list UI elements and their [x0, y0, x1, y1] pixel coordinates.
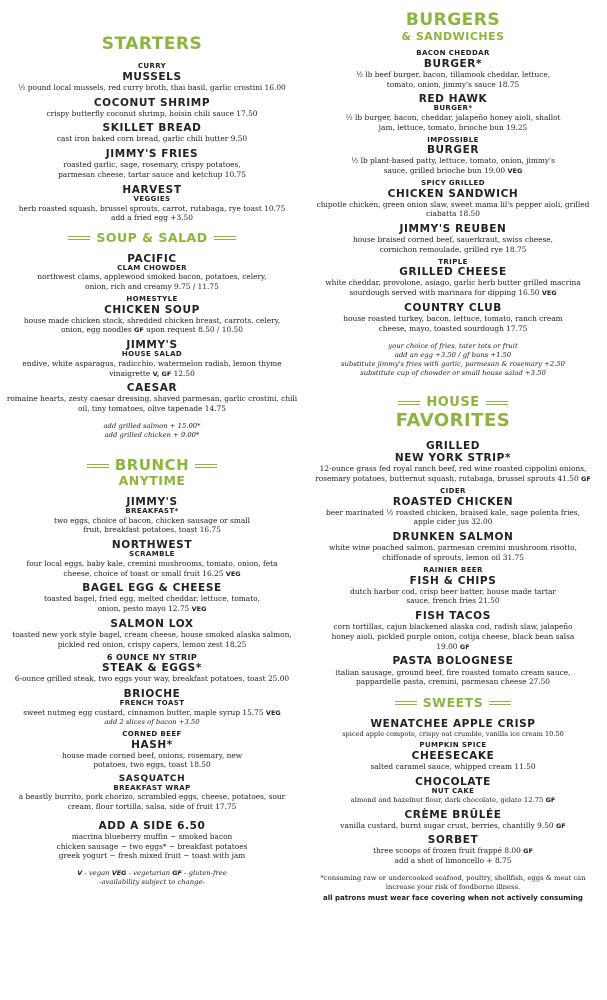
- item-name: STEAK & EGGS*: [102, 662, 202, 675]
- menu-item: [305, 259, 601, 298]
- item-name: FISH TACOS: [415, 610, 491, 623]
- menu-item: [305, 223, 601, 255]
- item-desc: [4, 359, 300, 379]
- item-name: COUNTRY CLUB: [404, 302, 502, 314]
- section-title-favorites: FAVORITES: [395, 410, 511, 432]
- menu-item: [4, 148, 300, 180]
- item-desc-text: corn tortillas, cajun blackened alaska cod, radish slaw, jalapeño honey aioli, pickled purple onion, cotija cheese, black bean salsa 19.00: [331, 622, 575, 651]
- item-name: BAGEL EGG & CHEESE: [82, 582, 222, 595]
- section-header-sweets: [305, 697, 601, 710]
- burger-notes: [305, 342, 601, 379]
- item-name: JIMMY'S FRIES: [105, 148, 199, 161]
- item-desc: [305, 846, 601, 856]
- item-name: NEW YORK STRIP*: [394, 452, 512, 465]
- item-desc-text: almond and hazelnut flour, dark chocolate, gelato 12.75: [350, 795, 544, 804]
- diet-tag: VEG: [225, 569, 241, 578]
- item-desc-text: four local eggs, baby kale, cremini mushrooms, tomato, onion, feta cheese, choice of toast or small fruit 16.25: [26, 558, 278, 578]
- menu-item: [305, 610, 601, 651]
- legend-v: V: [77, 869, 83, 878]
- menu-item: [4, 253, 300, 292]
- divider: [87, 464, 109, 468]
- item-name: CHICKEN SOUP: [104, 303, 200, 316]
- item-subname: BURGER*: [433, 104, 473, 113]
- item-name: CHEESECAKE: [411, 750, 495, 762]
- item-prefix: GRILLED: [425, 440, 481, 453]
- menu-item: [305, 718, 601, 739]
- item-name: JIMMY'S REUBEN: [399, 223, 507, 236]
- menu-item: [305, 180, 601, 219]
- section-subtitle-burgers: & SANDWICHES: [401, 30, 505, 43]
- menu-item: [4, 688, 300, 727]
- menu-item: [4, 97, 300, 119]
- note-line: your choice of fries, tater tots or fruit: [388, 341, 518, 350]
- item-desc: [305, 622, 601, 651]
- item-desc-text: three scoops of frozen fruit frappé 8.00: [373, 846, 521, 856]
- menu-item: [4, 496, 300, 535]
- menu-item: [305, 567, 601, 606]
- section-header-favorites: [305, 396, 601, 430]
- item-prefix: RAINIER BEER: [423, 565, 483, 574]
- consumption-warning: *consuming raw or undercooked seafood, poultry, shellfish, eggs & meat can increase your risk of foodborne illness.: [320, 873, 586, 892]
- item-subname: VEGGIES: [133, 194, 171, 203]
- side-line: greek yogurt ~ fresh mixed fruit ~ toast with jam: [58, 851, 246, 861]
- item-desc: [4, 559, 300, 579]
- item-desc: romaine hearts, zesty caesar dressing, shaved parmesan, garlic crostini, chili oil, tiny tomatoes, olive tapenade 14.75: [6, 394, 298, 414]
- item-desc: ½ pound local mussels, red curry broth, thai basil, garlic crostini 16.00: [18, 82, 286, 92]
- menu-item: [4, 582, 300, 614]
- item-note: add a fried egg +3.50: [111, 213, 193, 223]
- diet-tag: GF: [555, 821, 566, 830]
- item-name: BURGER: [426, 144, 480, 157]
- diet-tag: VEG: [191, 605, 207, 614]
- item-desc: [305, 821, 601, 831]
- item-desc: dutch harbor cod, crisp beer batter, house made tartar sauce, french fries 21.50: [350, 586, 556, 606]
- menu-item: [305, 440, 601, 484]
- item-prefix: CORNED BEEF: [122, 729, 182, 738]
- item-subname: HOUSE SALAD: [121, 350, 183, 359]
- item-name: CRÈME BRÛLÉE: [404, 808, 502, 821]
- item-desc: [305, 278, 601, 298]
- item-desc-text: white cheddar, provolone, asiago, garlic herb butter grilled macrina sourdough served with marinara for dipping 16.50: [325, 278, 581, 298]
- item-desc: [4, 708, 300, 718]
- section-subtitle-brunch: ANYTIME: [118, 473, 186, 489]
- divider: [398, 401, 420, 405]
- divider: [395, 701, 417, 705]
- addon-line: add grilled chicken + 9.00*: [104, 431, 200, 440]
- item-desc: spiced apple compote, crispy oat crumble, vanilla ice cream 10.50: [342, 729, 564, 738]
- legend-veg: VEG: [111, 869, 127, 878]
- availability-note: -availability subject to change-: [99, 878, 205, 887]
- item-desc: toasted new york style bagel, cream cheese, house smoked alaska salmon, pickled red onion, crispy capers, lemon zest 18.25: [12, 630, 292, 649]
- item-desc-text: endive, white asparagus, radicchio, watermelon radish, lemon thyme vinaigrette: [22, 358, 282, 378]
- menu-item: [305, 93, 601, 132]
- item-desc: salted caramel sauce, whipped cream 11.50: [370, 762, 536, 772]
- diet-tag: VEG: [507, 167, 523, 176]
- item-desc: cast iron baked corn bread, garlic chili butter 9.50: [56, 134, 248, 144]
- menu-item: [4, 539, 300, 578]
- item-prefix: TRIPLE: [438, 257, 468, 266]
- side-line: chicken sausage ~ two eggs* ~ breakfast potatoes: [56, 841, 248, 851]
- left-column: [4, 0, 300, 887]
- mask-notice: [305, 894, 601, 903]
- note-line: substitute cup of chowder or small house salad +3.50: [360, 369, 546, 378]
- item-desc: two eggs, choice of bacon, chicken sausage or small fruit, breakfast potatoes, toast 16.75: [54, 515, 250, 535]
- menu-item: [305, 302, 601, 334]
- item-desc: beer marinated ½ roasted chicken, braised kale, sage polenta fries, apple cider jus 32.00: [326, 507, 580, 527]
- item-prefix: CIDER: [440, 486, 466, 495]
- section-title-brunch: BRUNCH: [114, 456, 190, 475]
- addon-line: add grilled salmon + 15.00*: [103, 421, 201, 430]
- footer: [305, 874, 601, 904]
- item-name: COCONUT SHRIMP: [93, 96, 211, 109]
- menu-item: [4, 63, 300, 93]
- diet-tag: GF: [581, 475, 591, 484]
- item-name: GRILLED CHEESE: [399, 266, 507, 279]
- section-header-soup-salad: [4, 232, 300, 245]
- divider: [486, 401, 508, 405]
- item-desc: house roasted turkey, bacon, lettuce, tomato, ranch cream cheese, mayo, toasted sourdough 17.75: [343, 314, 563, 333]
- menu-item: [4, 774, 300, 812]
- item-subname: NUT CAKE: [431, 786, 475, 795]
- item-desc: ½ lb burger, bacon, cheddar, jalapeño honey aioli, shallot jam, lettuce, tomato, brioche bun 19.25: [345, 113, 561, 132]
- item-name: MUSSELS: [122, 70, 182, 83]
- item-desc: chipotle chicken, green onion slaw, sweet mama lil's pepper aioli, grilled ciabatta 18.50: [316, 199, 590, 219]
- item-desc: crispy butterfly coconut shrimp, hoisin chili sauce 17.50: [46, 108, 258, 118]
- side-line: macrina blueberry muffin ~ smoked bacon: [71, 831, 233, 841]
- item-desc: [305, 464, 601, 484]
- item-desc-text: ½ lb plant-based patty, lettuce, tomato, onion, jimmy's sauce, grilled brioche bun 19.00: [351, 156, 555, 176]
- item-name: JIMMY'S: [126, 495, 178, 508]
- legend-text: - gluten-free: [184, 869, 227, 878]
- item-name: RED HAWK: [418, 93, 488, 106]
- menu-item: [4, 618, 300, 650]
- menu-item: [305, 50, 601, 89]
- legend-text: - vegetarian: [128, 869, 171, 878]
- item-prefix: HOMESTYLE: [126, 294, 178, 303]
- section-title-sweets: SWEETS: [422, 695, 484, 711]
- diet-legend: [4, 869, 300, 887]
- item-desc: [4, 594, 300, 614]
- item-name: ROASTED CHICKEN: [392, 495, 514, 508]
- item-subname: FRENCH TOAST: [119, 699, 185, 708]
- menu-item: [305, 742, 601, 772]
- section-header-brunch: [4, 458, 300, 488]
- menu-item: [4, 296, 300, 335]
- item-desc: italian sausage, ground beef, fire roasted tomato cream sauce, pappardelle pasta, cremini, parmesan cheese 27.50: [335, 667, 571, 687]
- legend-gf: GF: [172, 869, 182, 878]
- item-name: HARVEST: [122, 183, 182, 196]
- menu-item: [4, 382, 300, 414]
- item-desc: roasted garlic, sage, rosemary, crispy potatoes, parmesan cheese, tartar sauce and ketchup 10.75: [58, 160, 246, 179]
- section-title-starters: STARTERS: [101, 34, 203, 54]
- side-title: ADD A SIDE 6.50: [98, 819, 206, 832]
- legend-text: - vegan: [84, 869, 110, 878]
- item-desc: [305, 156, 601, 176]
- item-desc: [4, 316, 300, 336]
- diet-tag: VEG: [541, 289, 557, 298]
- item-name: JIMMY'S: [126, 339, 178, 352]
- item-prefix: PUMPKIN SPICE: [419, 741, 487, 750]
- addons: [4, 422, 300, 440]
- item-name: PASTA BOLOGNESE: [392, 655, 514, 668]
- item-name: SALMON LOX: [110, 617, 194, 630]
- item-desc-text: vanilla custard, burnt sugar crust, berries, chantilly 9.50: [340, 820, 554, 830]
- mask-notice-text: all patrons must wear face covering when not actively consuming: [323, 894, 583, 903]
- item-name: FISH & CHIPS: [409, 574, 497, 587]
- item-prefix: CURRY: [137, 62, 167, 70]
- section-title-house: HOUSE: [426, 395, 480, 411]
- item-name: BRIOCHE: [123, 688, 181, 701]
- item-desc: 6-ounce grilled steak, two eggs your way, breakfast potatoes, toast 25.00: [14, 674, 290, 684]
- item-desc-text: toasted bagel, fried egg, melted cheddar, lettuce, tomato, onion, pesto mayo 12.75: [44, 594, 260, 614]
- menu-item: [305, 488, 601, 527]
- item-name: SASQUATCH: [118, 774, 186, 785]
- menu-item: [305, 834, 601, 866]
- menu-item: [4, 654, 300, 685]
- item-prefix: IMPOSSIBLE: [427, 135, 479, 144]
- section-header-burgers: [305, 12, 601, 42]
- item-name: DRUNKEN SALMON: [392, 531, 514, 544]
- item-name: NORTHWEST: [111, 539, 193, 552]
- item-desc-text: 12.50: [173, 368, 195, 378]
- diet-tag: GF: [523, 847, 533, 856]
- item-desc: white wine poached salmon, parmesan cremini mushroom risotto, chiffonade of sprouts, lemon oil 31.75: [329, 543, 577, 563]
- item-name: SORBET: [427, 834, 479, 847]
- diet-tag: GF: [134, 326, 144, 335]
- diet-tag: VEG: [265, 708, 281, 717]
- note-line: add an egg +3.50 / gf buns +1.50: [394, 350, 512, 359]
- item-desc: house made corned beef, onions, rosemary, new potatoes, two eggs, toast 18.50: [61, 750, 243, 770]
- item-prefix: SPICY GRILLED: [421, 178, 485, 187]
- item-name: HASH*: [131, 738, 173, 751]
- item-desc: house braised corned beef, sauerkraut, swiss cheese, cornichon remoulade, grilled rye 18.75: [352, 235, 554, 254]
- item-desc-text: 12-ounce grass fed royal ranch beef, red wine roasted cippolini onions, rosemary potatoes, butternut squash, rutabaga, brussel sprouts 41.50: [315, 464, 587, 484]
- item-name: SKILLET BREAD: [102, 122, 202, 135]
- item-subname: BREAKFAST WRAP: [113, 783, 191, 792]
- menu-item: [305, 531, 601, 563]
- item-desc: herb roasted squash, brussel sprouts, carrot, rutabaga, rye toast 10.75: [18, 203, 286, 213]
- item-desc: a beastly burrito, pork chorizo, scrambled eggs, cheese, potatoes, sour cream, flour tortilla, salsa, side of fruit 17.75: [18, 792, 286, 811]
- right-column: [305, 0, 601, 904]
- item-desc: add a shot of limoncello + 8.75: [394, 856, 512, 866]
- menu-item: [305, 809, 601, 831]
- divider: [195, 464, 217, 468]
- menu-item: [4, 122, 300, 144]
- legend-line: [4, 869, 300, 878]
- item-prefix: 6 OUNCE NY STRIP: [106, 652, 198, 662]
- item-subname: CLAM CHOWDER: [117, 263, 187, 272]
- item-name: WENATCHEE APPLE CRISP: [370, 717, 536, 730]
- item-desc: ½ lb beef burger, bacon, tillamook cheddar, lettuce, tomato, onion, jimmy's sauce 18.75: [355, 69, 551, 89]
- section-title-burgers: BURGERS: [405, 10, 501, 30]
- item-subname: BREAKFAST*: [125, 506, 179, 515]
- item-desc: [305, 796, 601, 805]
- divider: [68, 236, 90, 240]
- section-title-soup-salad: SOUP & SALAD: [96, 230, 208, 246]
- item-name: CHICKEN SANDWICH: [387, 187, 519, 200]
- menu-item: [4, 339, 300, 378]
- menu-item: [305, 655, 601, 687]
- item-name: PACIFIC: [127, 252, 177, 265]
- diet-tag: V, GF: [152, 369, 172, 378]
- menu-item: [305, 776, 601, 805]
- note-line: substitute jimmy's fries with garlic, parmesan & rosemary +2.50: [341, 359, 565, 368]
- item-note: add 2 slices of bacon +3.50: [104, 717, 200, 726]
- menu-item: [4, 184, 300, 223]
- item-name: CHOCOLATE: [415, 775, 491, 788]
- menu-item: [305, 137, 601, 176]
- divider: [489, 701, 511, 705]
- item-desc-text: house made chicken stock, shredded chicken breast, carrots, celery, onion, egg noodles: [23, 315, 281, 335]
- item-name: CAESAR: [126, 382, 178, 395]
- diet-tag: GF: [545, 795, 556, 804]
- divider: [214, 236, 236, 240]
- item-desc: northwest clams, applewood smoked bacon, potatoes, celery, onion, rich and creamy 9.75 / 11.75: [37, 272, 267, 292]
- menu-item: [4, 731, 300, 770]
- item-desc-text: upon request 8.50 / 10.50: [146, 325, 243, 335]
- item-name: BURGER*: [423, 57, 483, 70]
- diet-tag: GF: [459, 642, 470, 651]
- item-desc-text: sweet nutmeg egg custard, cinnamon butter, maple syrup 15.75: [23, 707, 264, 717]
- side-section: [4, 820, 300, 861]
- item-subname: SCRAMBLE: [129, 550, 175, 559]
- item-prefix: BACON CHEDDAR: [416, 49, 490, 57]
